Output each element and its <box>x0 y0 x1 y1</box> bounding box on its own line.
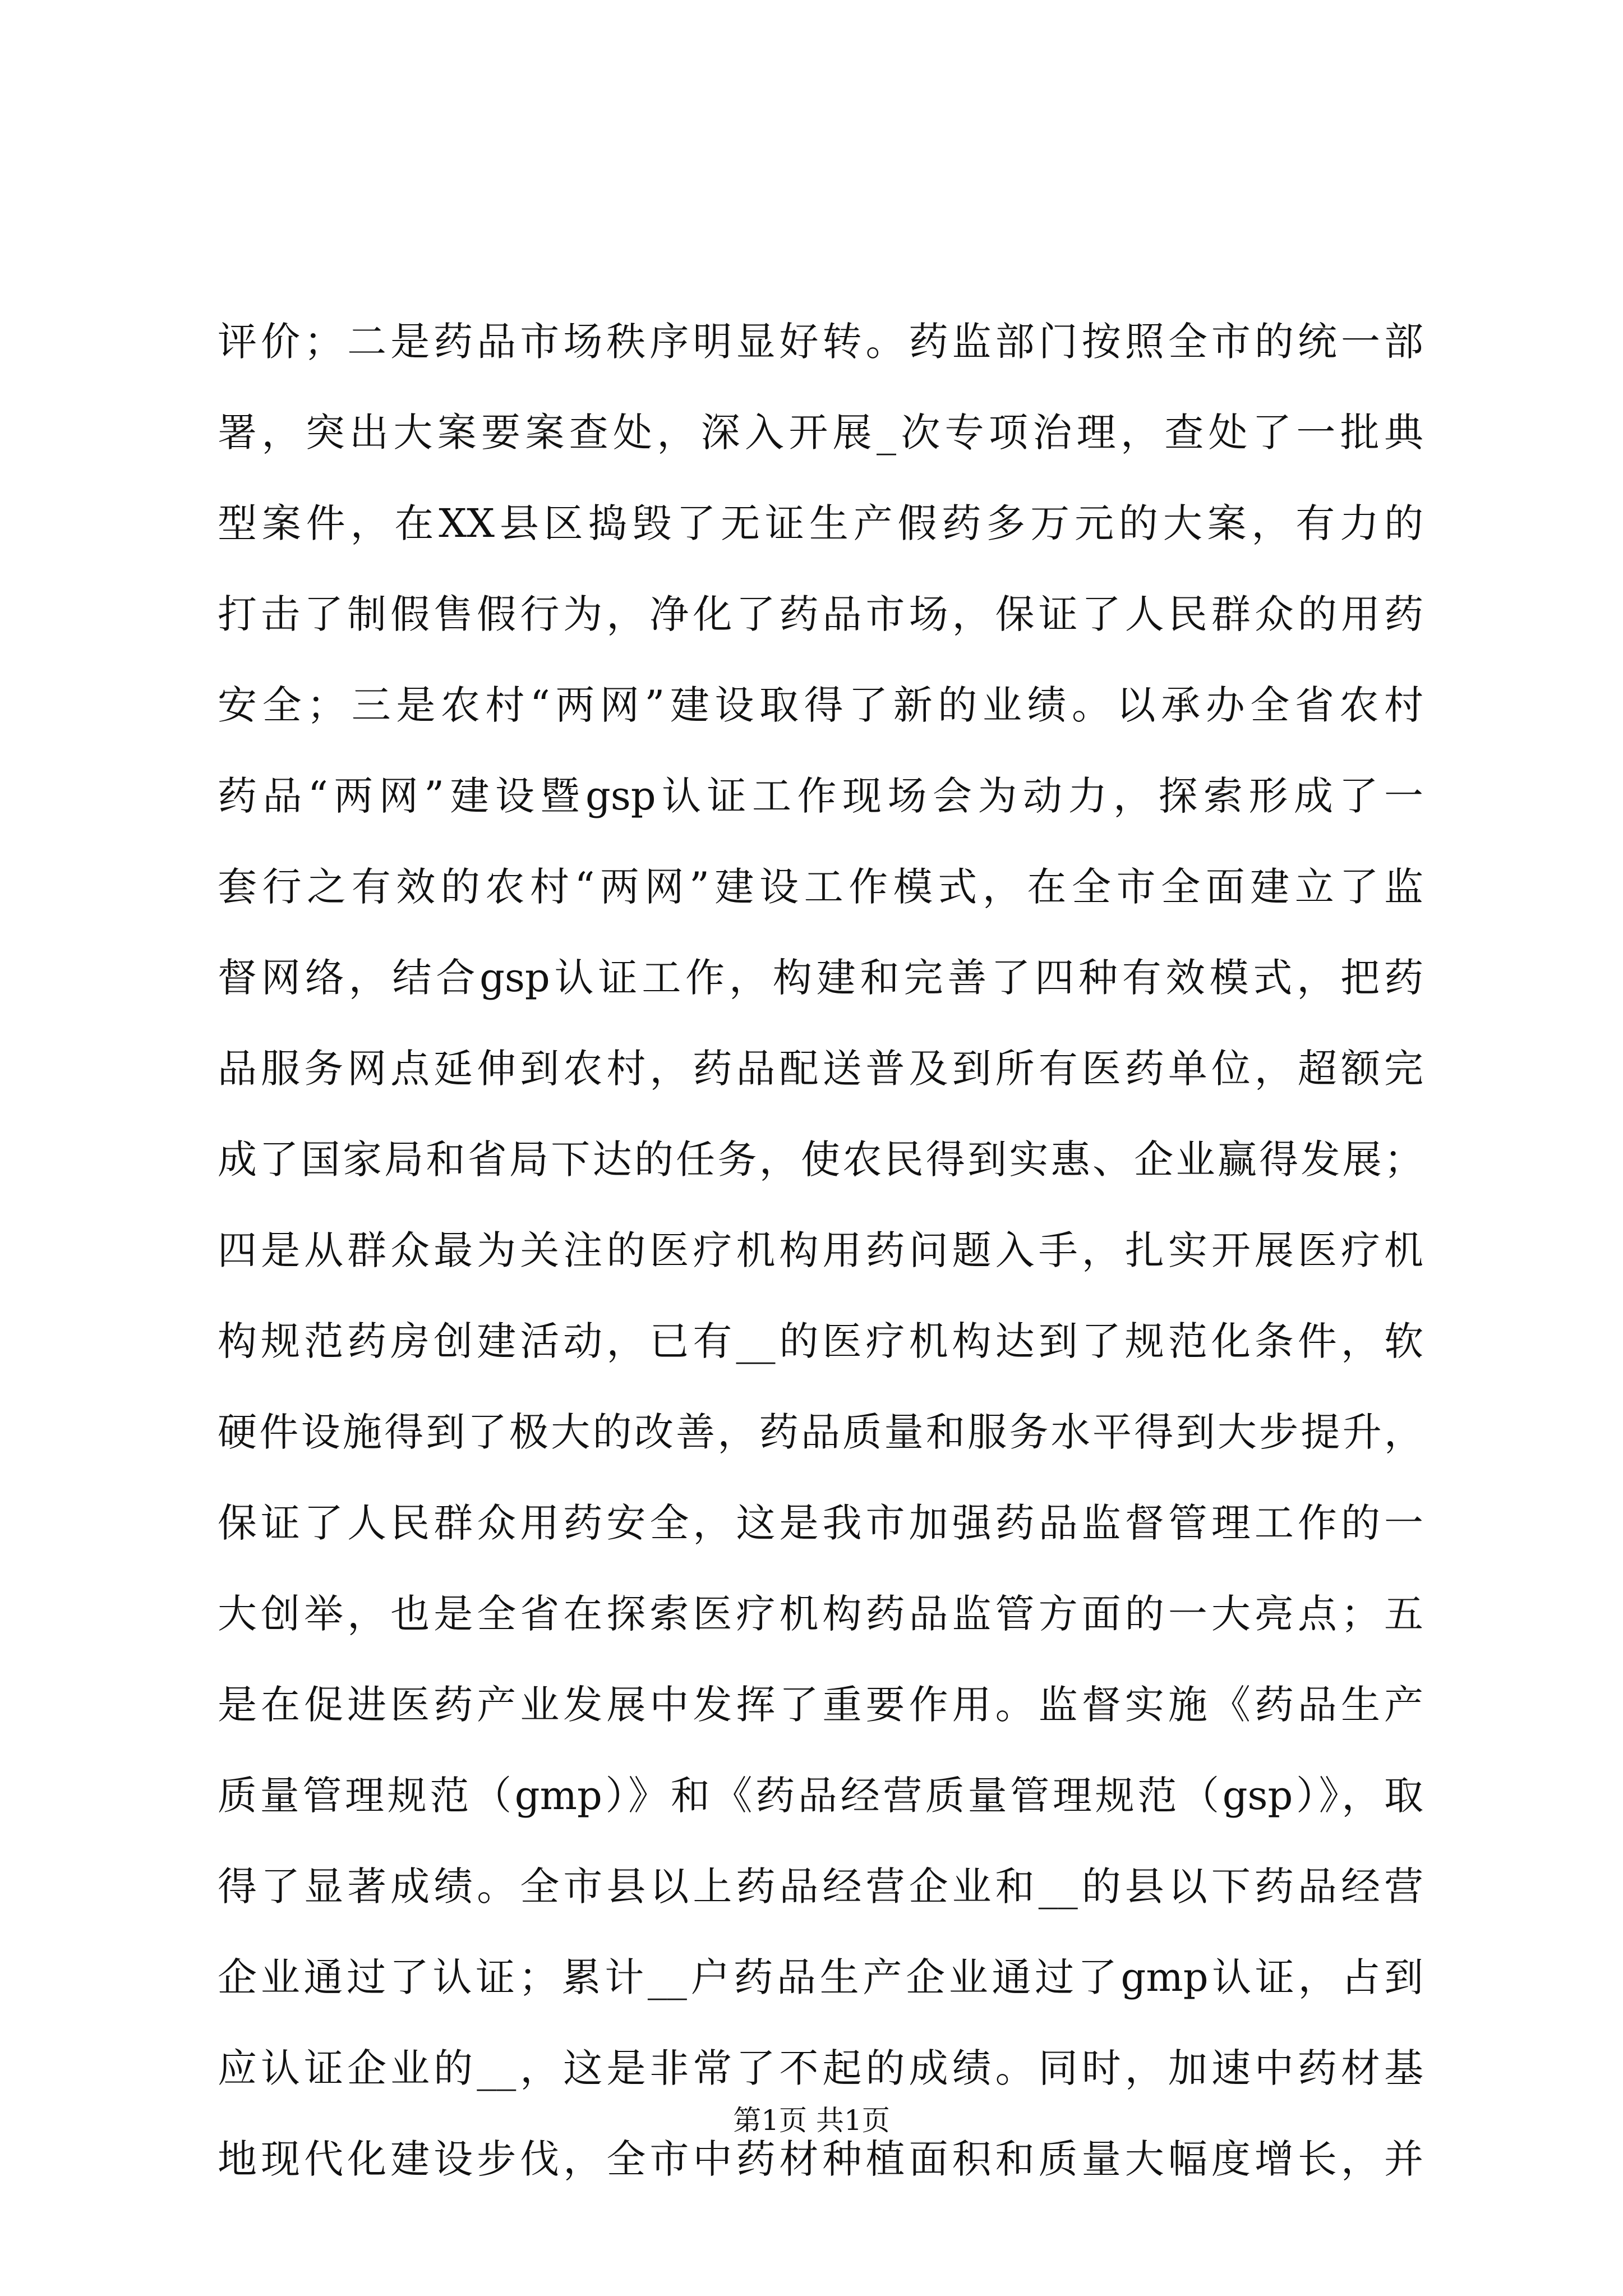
text-line: 型案件，在XX县区捣毁了无证生产假药多万元的大案，有力的 <box>218 500 1423 546</box>
text-line: 署，突出大案要案查处，深入开展_次专项治理，查处了一批典 <box>218 409 1423 455</box>
text-line: 督网络，结合gsp认证工作，构建和完善了四种有效模式，把药 <box>218 955 1423 1001</box>
text-line: 品服务网点延伸到农村，药品配送普及到所有医药单位，超额完 <box>218 1046 1423 1092</box>
text-line: 质量管理规范（gmp）》和《药品经营质量管理规范（gsp）》，取 <box>218 1773 1423 1819</box>
page-number-label: 第1页 共1页 <box>733 2104 890 2137</box>
text-line: 地现代化建设步伐，全市中药材种植面积和质量大幅度增长，并 <box>218 2136 1423 2182</box>
body-text <box>218 296 1423 2205</box>
text-line: 药品“两网”建设暨gsp认证工作现场会为动力，探索形成了一 <box>218 773 1423 819</box>
text-line: 是在促进医药产业发展中发挥了重要作用。监督实施《药品生产 <box>218 1682 1423 1728</box>
text-line: 打击了制假售假行为，净化了药品市场，保证了人民群众的用药 <box>218 591 1423 637</box>
text-line: 评价；二是药品市场秩序明显好转。药监部门按照全市的统一部 <box>218 319 1423 365</box>
text-line: 应认证企业的__，这是非常了不起的成绩。同时，加速中药材基 <box>218 2045 1423 2091</box>
text-line: 保证了人民群众用药安全，这是我市加强药品监督管理工作的一 <box>218 1500 1423 1546</box>
text-line: 硬件设施得到了极大的改善，药品质量和服务水平得到大步提升， <box>218 1409 1423 1455</box>
text-line: 构规范药房创建活动，已有__的医疗机构达到了规范化条件，软 <box>218 1318 1423 1364</box>
text-line: 企业通过了认证；累计__户药品生产企业通过了gmp认证，占到 <box>218 1954 1423 2000</box>
text-line: 大创举，也是全省在探索医疗机构药品监管方面的一大亮点；五 <box>218 1591 1423 1637</box>
text-line: 安全；三是农村“两网”建设取得了新的业绩。以承办全省农村 <box>218 682 1423 728</box>
text-line: 得了显著成绩。全市县以上药品经营企业和__的县以下药品经营 <box>218 1864 1423 1910</box>
text-line: 四是从群众最为关注的医疗机构用药问题入手，扎实开展医疗机 <box>218 1227 1423 1273</box>
page-footer <box>0 2098 1623 2138</box>
text-line: 成了国家局和省局下达的任务，使农民得到实惠、企业赢得发展； <box>218 1137 1423 1182</box>
text-line: 套行之有效的农村“两网”建设工作模式，在全市全面建立了监 <box>218 864 1423 910</box>
